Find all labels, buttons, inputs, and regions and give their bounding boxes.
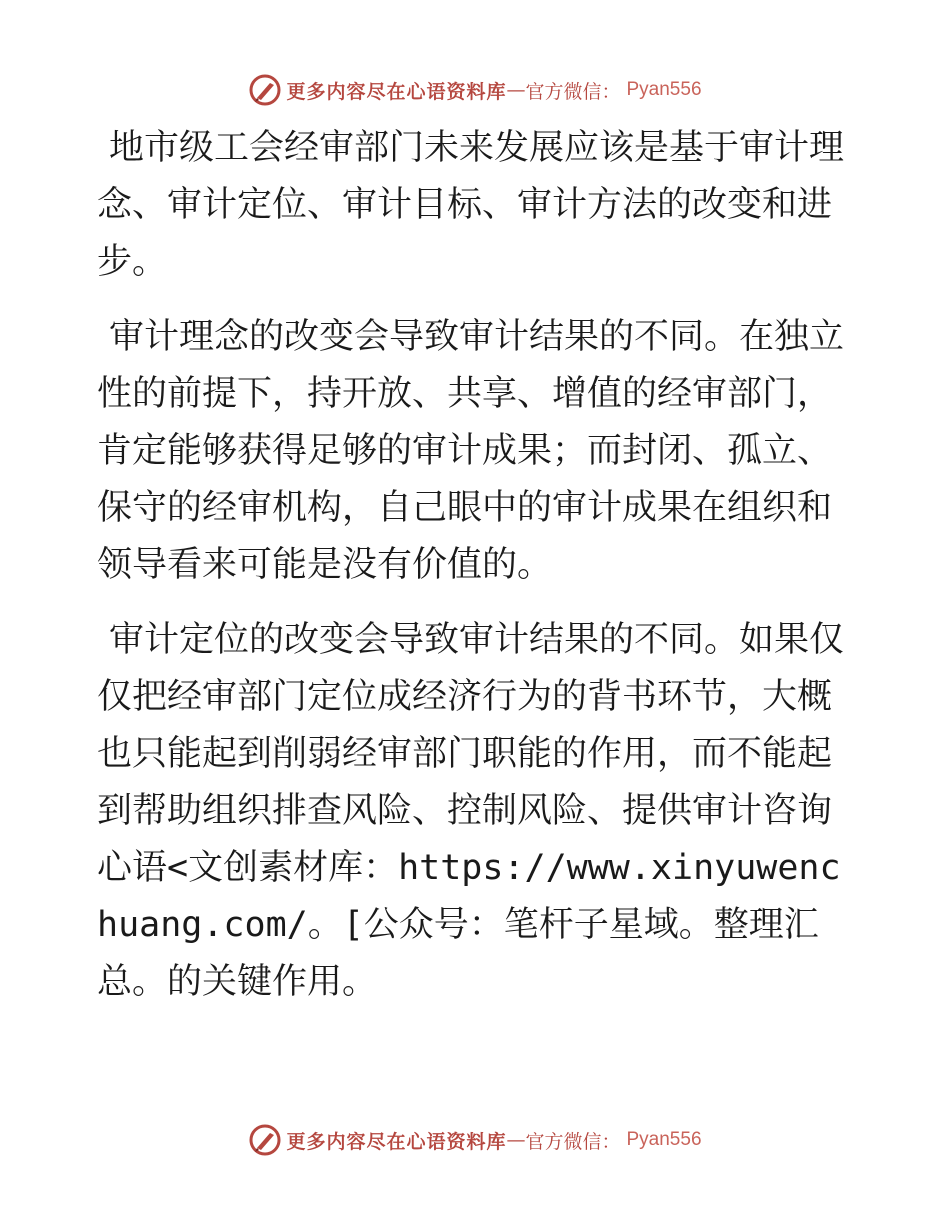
banner-main-text: 更多内容尽在心语资料库 bbox=[286, 1130, 507, 1153]
pen-logo-icon bbox=[248, 73, 282, 107]
page-footer-banner bbox=[0, 1122, 950, 1158]
paragraph-1 bbox=[97, 120, 857, 291]
paragraph-2-text: 审计理念的改变会导致审计结果的不同。在独立性的前提下，持开放、共享、增值的经审部门，肯定能够获得足够的审计成果；而封闭、孤立、保守的经审机构，自己眼中的审计成果在组织和领导看来可能是没有价值的。 bbox=[97, 317, 845, 585]
paragraph-3 bbox=[97, 612, 857, 1011]
banner-label: 官方微信： bbox=[525, 80, 621, 103]
document-body bbox=[97, 120, 857, 1029]
paragraph-2 bbox=[97, 309, 857, 594]
page-header-banner bbox=[0, 72, 950, 108]
banner-dash: — bbox=[506, 79, 526, 101]
banner-wechat-id: Pyan556 bbox=[626, 1129, 702, 1150]
banner-wechat-id: Pyan556 bbox=[626, 79, 702, 100]
banner-main-text: 更多内容尽在心语资料库 bbox=[286, 80, 507, 103]
paragraph-3-text: 审计定位的改变会导致审计结果的不同。如果仅仅把经审部门定位成经济行为的背书环节，大概也只能起到削弱经审部门职能的作用，而不能起到帮助组织排查风险、控制风险、提供审计咨询心语<文创素材库：https://www.xinyuwenchuang.com/。[公众号：笔杆子星域。整理汇总。的关键作用。 bbox=[97, 620, 845, 1002]
banner-label: 官方微信： bbox=[525, 1130, 621, 1153]
banner-dash: — bbox=[506, 1129, 526, 1151]
paragraph-1-text: 地市级工会经审部门未来发展应该是基于审计理念、审计定位、审计目标、审计方法的改变和进步。 bbox=[97, 128, 845, 282]
pen-logo-icon bbox=[248, 1123, 282, 1157]
